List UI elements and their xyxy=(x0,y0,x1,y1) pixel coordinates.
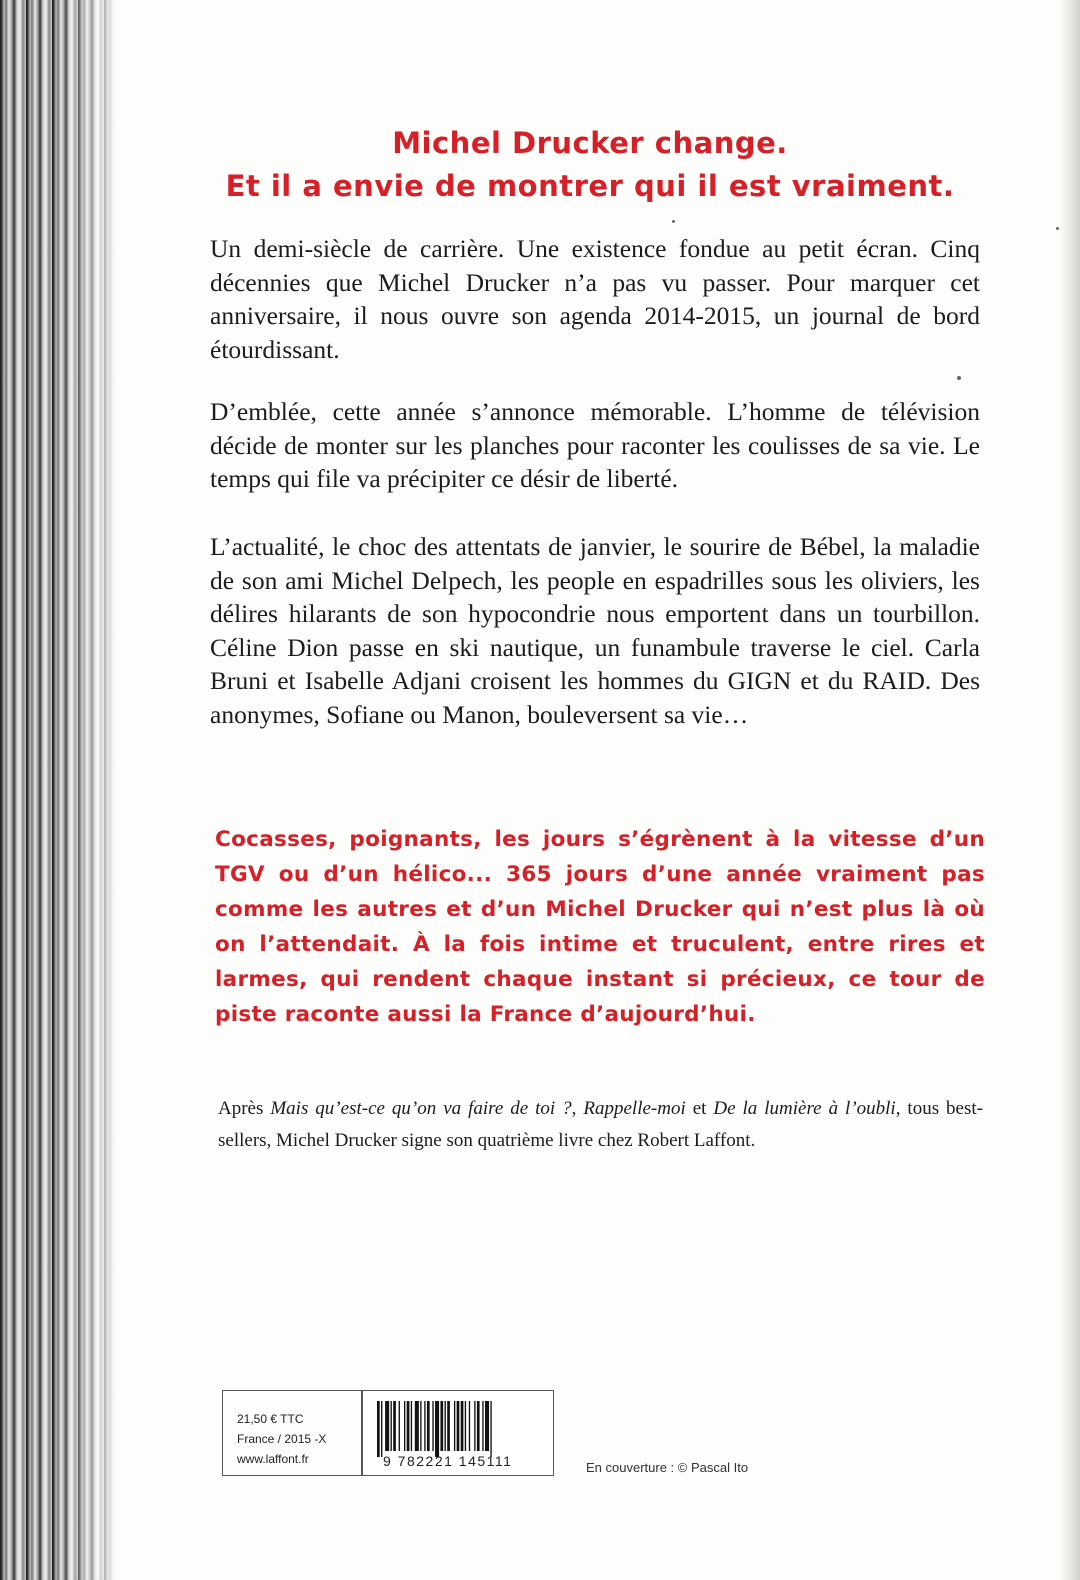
print-speck xyxy=(957,376,961,380)
synopsis-paragraph-3: L’actualité, le choc des attentats de janvier, le sourire de Bébel, la maladie de son ami Michel Delpech, les people en espadrilles sous les oliviers, les délires hilarants de son hypocondrie nous emportent dans un tourbillon. Céline Dion passe en ski nautique, un funambule traverse le ciel. Carla Bruni et Isabelle Adjani croisent les hommes du GIGN et du RAID. Des anonymes, Sofiane ou Manon, bouleversent sa vie… xyxy=(210,532,980,729)
page-edge-fade xyxy=(60,0,130,1580)
headline-line-2: Et il a envie de montrer qui il est vraiment. xyxy=(225,169,955,203)
print-speck xyxy=(672,220,675,223)
bio-prefix: Après xyxy=(218,1098,271,1119)
barcode-icon xyxy=(377,1401,541,1459)
headline-line-1: Michel Drucker change. xyxy=(392,126,788,160)
print-speck xyxy=(1056,227,1059,230)
price-label: 21,50 € TTC xyxy=(237,1412,304,1426)
bio-suffix: , tous best-sellers, Michel Drucker signe son quatrième livre chez Robert Laffont. xyxy=(218,1098,983,1151)
cover-credit: En couverture : © Pascal Ito xyxy=(586,1460,749,1475)
right-page-edge xyxy=(1058,0,1080,1580)
barcode-box xyxy=(362,1390,554,1476)
price-box xyxy=(222,1390,362,1476)
headline xyxy=(200,122,980,208)
author-bio xyxy=(218,1093,983,1157)
bio-title-1: Mais qu’est-ce qu’on va faire de toi ? xyxy=(270,1098,572,1119)
edition-label: France / 2015 -X xyxy=(237,1432,327,1446)
tagline-paragraph: Cocasses, poignants, les jours s’égrènent à la vitesse d’un TGV ou d’un hélico... 365 jours d’une année vraiment pas comme les autres et d’un Michel Drucker qui n’est plus là où on l’attendait. À la fois intime et truculent, entre rires et larmes, qui rendent chaque instant si précieux, ce tour de piste raconte aussi la France d’aujourd’hui. xyxy=(215,827,985,1027)
website-label: www.laffont.fr xyxy=(237,1452,309,1466)
bio-title-2: Rappelle-moi xyxy=(583,1098,686,1119)
bio-title-3: De la lumière à l’oubli xyxy=(713,1098,896,1119)
isbn-number: 9 782221 145111 xyxy=(383,1453,513,1469)
bio-separator-1: , xyxy=(571,1098,584,1119)
bio-separator-2: et xyxy=(685,1098,714,1119)
synopsis-paragraph-1: Un demi-siècle de carrière. Une existence fondue au petit écran. Cinq décennies que Michel Drucker n’a pas vu passer. Pour marquer cet anniversaire, il nous ouvre son agenda 2014-2015, un journal de bord étourdissant. xyxy=(210,234,980,364)
synopsis-paragraph-2: D’emblée, cette année s’annonce mémorable. L’homme de télévision décide de monter sur les planches pour raconter les coulisses de sa vie. Le temps qui file va précipiter ce désir de liberté. xyxy=(210,397,980,493)
